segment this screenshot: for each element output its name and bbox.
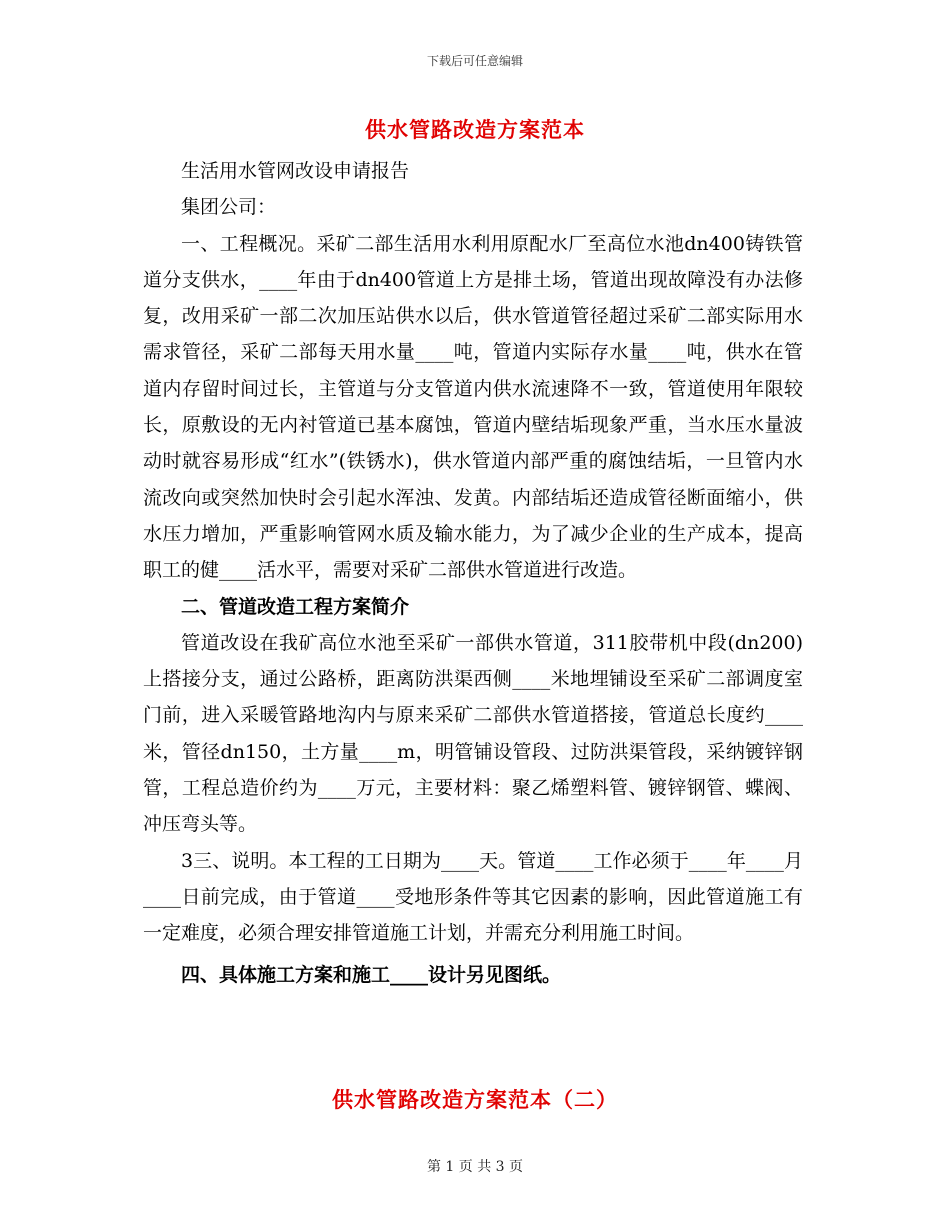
header-note: 下载后可任意编辑	[426, 54, 523, 68]
paragraph-subject: 生活用水管网改设申请报告	[181, 160, 410, 182]
paragraph-plan: 管道改设在我矿高位水池至采矿一部供水管道，311胶带机中段(dn200)上搭接分支，通过公路桥，距离防洪渠西侧____米地埋铺设至采矿二部调度室门前，进入采暖管路地沟内与原来采矿二部供水管道搭接，管道总长度约____米，管径dn150，土方量____m，明管铺设管段、过防洪渠管段，采纳镀锌钢管，工程总造价约为____万元，主要材料：聚乙烯塑料管、镀锌钢管、蝶阀、冲压弯头等。	[143, 631, 803, 836]
paragraph-salutation: 集团公司：	[181, 196, 277, 219]
paragraph-overview: 一、工程概况。采矿二部生活用水利用原配水厂至高位水池dn400铸铁管道分支供水，____年由于dn400管道上方是排土场，管道出现故障没有办法修复，改用采矿一部二次加压站供水以后，供水管道管径超过采矿二部实际用水需求管径，采矿二部每天用水量____吨，管道内实际存水量____吨，供水在管道内存留时间过长，主管道与分支管道内供水流速降不一致，管道使用年限较长，原敷设的无内衬管道已基本腐蚀，管道内壁结垢现象严重，当水压水量波动时就容易形成“红水”(铁锈水)，供水管道内部严重的腐蚀结垢，一旦管内水流改向或突然加快时会引起水浑浊、发黄。内部结垢还造成管径断面缩小，供水压力增加，严重影响管网水质及输水能力，为了减少企业的生产成本，提高职工的健____活水平，需要对采矿二部供水管道进行改造。	[143, 232, 803, 582]
page-number: 第 1 页 共 3 页	[426, 1159, 524, 1175]
heading-plan-summary: 二、管道改造工程方案简介	[181, 595, 410, 618]
next-document-title: 供水管路改造方案范本（二）	[332, 1087, 618, 1112]
document-title: 供水管路改造方案范本	[365, 117, 585, 142]
document-body	[143, 153, 803, 995]
heading-construction-plan: 四、具体施工方案和施工____设计另见图纸。	[181, 963, 562, 986]
paragraph-notes: 3三、说明。本工程的工日期为____天。管道____工作必须于____年____月____日前完成，由于管道____受地形条件等其它因素的影响，因此管道施工有一定难度，必须合理安排管道施工计划，并需充分利用施工时间。	[143, 849, 803, 945]
